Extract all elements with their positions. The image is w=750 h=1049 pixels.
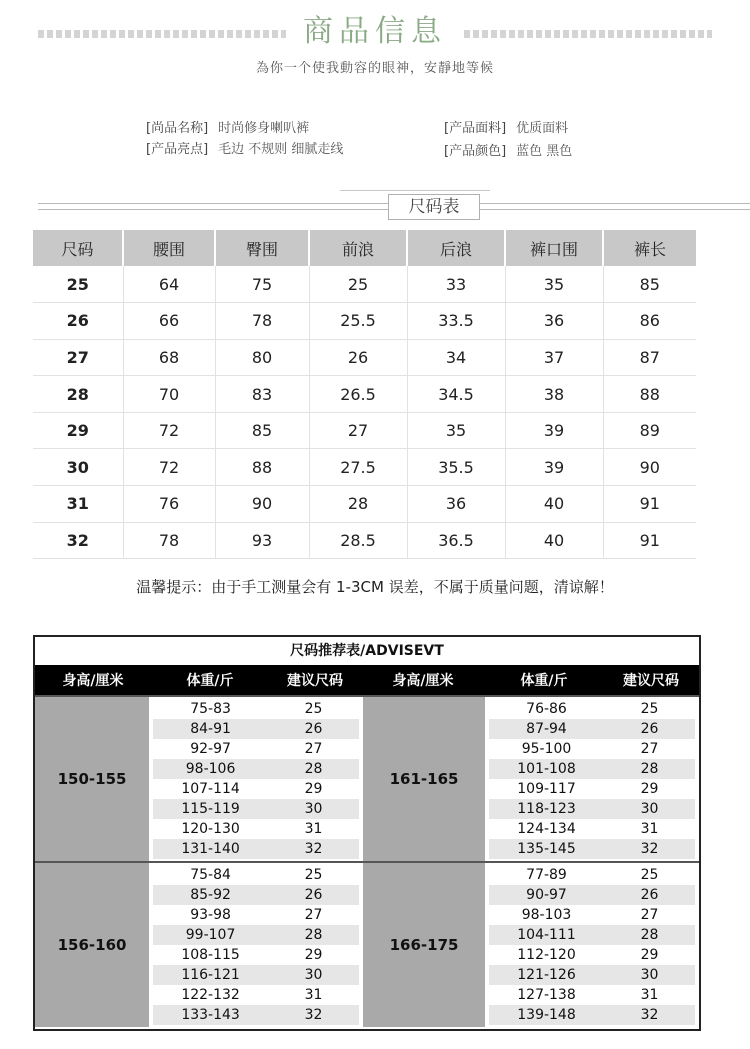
- size-cell: 35: [407, 412, 505, 449]
- size-cell: 64: [123, 266, 215, 303]
- list-item: [489, 885, 695, 905]
- size-table-title: 尺码表: [388, 194, 480, 220]
- size-table-header-row: [33, 230, 696, 266]
- list-item: [153, 759, 359, 779]
- weight-range: 124-134: [489, 819, 604, 839]
- size-cell: 39: [505, 449, 603, 486]
- list-item: [153, 965, 359, 985]
- product-color: [444, 140, 572, 159]
- list-item: [489, 779, 695, 799]
- page-title: 商品信息: [303, 14, 447, 49]
- size-header-cell: 腰围: [123, 230, 215, 266]
- suggested-size: 25: [268, 699, 359, 719]
- size-cell: 70: [123, 376, 215, 413]
- weight-range: 98-106: [153, 759, 268, 779]
- recommend-block: [35, 861, 699, 1027]
- suggested-size: 28: [268, 759, 359, 779]
- suggested-size: 26: [604, 885, 695, 905]
- weight-range: 90-97: [489, 885, 604, 905]
- suggested-size: 29: [268, 779, 359, 799]
- weight-size-list: [149, 863, 363, 1027]
- weight-range: 104-111: [489, 925, 604, 945]
- product-color-value: 蓝色 黑色: [516, 144, 573, 159]
- suggested-size: 31: [268, 819, 359, 839]
- recommend-title: 尺码推荐表/ADVISEVT: [290, 643, 444, 659]
- suggested-size: 31: [604, 819, 695, 839]
- size-cell: 93: [215, 522, 309, 559]
- height-range-cell: 156-160: [35, 863, 149, 1027]
- size-cell: 37: [505, 339, 603, 376]
- size-cell: 26.5: [309, 376, 407, 413]
- size-cell: 72: [123, 412, 215, 449]
- table-row: [33, 376, 696, 413]
- size-cell: 34.5: [407, 376, 505, 413]
- size-cell: 88: [603, 376, 696, 413]
- suggested-size: 31: [268, 985, 359, 1005]
- list-item: [153, 699, 359, 719]
- list-item: [153, 1005, 359, 1025]
- size-cell: 39: [505, 412, 603, 449]
- size-cell: 34: [407, 339, 505, 376]
- suggested-size: 27: [268, 905, 359, 925]
- weight-range: 127-138: [489, 985, 604, 1005]
- product-fabric-value: 优质面料: [516, 121, 569, 136]
- weight-range: 99-107: [153, 925, 268, 945]
- weight-size-list: [485, 863, 699, 1027]
- weight-range: 75-83: [153, 699, 268, 719]
- weight-range: 139-148: [489, 1005, 604, 1025]
- weight-size-list: [485, 697, 699, 861]
- list-item: [153, 865, 359, 885]
- suggested-size: 29: [604, 779, 695, 799]
- list-item: [153, 985, 359, 1005]
- weight-range: 122-132: [153, 985, 268, 1005]
- recommend-header-cell: 身高/厘米: [392, 673, 454, 689]
- size-header-cell: 裤长: [603, 230, 696, 266]
- product-feature-label: [产品亮点]: [146, 142, 209, 157]
- suggested-size: 28: [268, 925, 359, 945]
- size-cell: 80: [215, 339, 309, 376]
- list-item: [489, 819, 695, 839]
- weight-range: 116-121: [153, 965, 268, 985]
- size-title-topline: [340, 190, 490, 191]
- recommend-header-cell: 身高/厘米: [62, 673, 124, 689]
- suggested-size: 27: [268, 739, 359, 759]
- size-cell: 25.5: [309, 303, 407, 340]
- list-item: [489, 865, 695, 885]
- table-row: [33, 339, 696, 376]
- size-cell: 76: [123, 486, 215, 523]
- size-cell: 33.5: [407, 303, 505, 340]
- product-fabric-label: [产品面料]: [444, 121, 507, 136]
- table-row: [33, 303, 696, 340]
- size-cell: 26: [33, 303, 123, 340]
- list-item: [153, 719, 359, 739]
- list-item: [489, 739, 695, 759]
- suggested-size: 25: [604, 865, 695, 885]
- product-color-label: [产品颜色]: [444, 144, 507, 159]
- size-cell: 31: [33, 486, 123, 523]
- list-item: [153, 925, 359, 945]
- list-item: [489, 799, 695, 819]
- size-cell: 28: [309, 486, 407, 523]
- suggested-size: 27: [604, 905, 695, 925]
- product-fabric: [444, 117, 568, 136]
- size-cell: 40: [505, 486, 603, 523]
- weight-range: 133-143: [153, 1005, 268, 1025]
- size-cell: 75: [215, 266, 309, 303]
- suggested-size: 30: [604, 799, 695, 819]
- weight-size-list: [149, 697, 363, 861]
- list-item: [153, 905, 359, 925]
- table-row: [33, 486, 696, 523]
- suggested-size: 26: [604, 719, 695, 739]
- list-item: [489, 1005, 695, 1025]
- suggested-size: 30: [268, 799, 359, 819]
- measurement-tip: 温馨提示：由于手工测量会有 1-3CM 误差，不属于质量问题，清谅解！: [136, 578, 614, 596]
- weight-range: 107-114: [153, 779, 268, 799]
- weight-range: 93-98: [153, 905, 268, 925]
- recommend-header-cell: 建议尺码: [287, 673, 343, 689]
- header-slogan: 為你一个使我動容的眼神，安靜地等候: [255, 61, 494, 76]
- weight-range: 112-120: [489, 945, 604, 965]
- suggested-size: 32: [268, 1005, 359, 1025]
- recommend-header-cell: 体重/斤: [186, 673, 234, 689]
- list-item: [489, 699, 695, 719]
- size-cell: 29: [33, 412, 123, 449]
- list-item: [489, 945, 695, 965]
- size-cell: 28.5: [309, 522, 407, 559]
- suggested-size: 25: [604, 699, 695, 719]
- list-item: [153, 739, 359, 759]
- size-title-line-left: [38, 203, 388, 210]
- size-cell: 36: [505, 303, 603, 340]
- list-item: [489, 965, 695, 985]
- size-cell: 25: [309, 266, 407, 303]
- weight-range: 77-89: [489, 865, 604, 885]
- weight-range: 120-130: [153, 819, 268, 839]
- size-header-cell: 裤口围: [505, 230, 603, 266]
- suggested-size: 30: [604, 965, 695, 985]
- size-cell: 78: [123, 522, 215, 559]
- weight-range: 98-103: [489, 905, 604, 925]
- weight-range: 87-94: [489, 719, 604, 739]
- weight-range: 121-126: [489, 965, 604, 985]
- height-range-cell: 150-155: [35, 697, 149, 861]
- product-name-value: 时尚修身喇叭裤: [218, 121, 310, 136]
- weight-range: 131-140: [153, 839, 268, 859]
- suggested-size: 32: [604, 1005, 695, 1025]
- size-cell: 33: [407, 266, 505, 303]
- list-item: [153, 799, 359, 819]
- height-range-cell: 161-165: [363, 697, 485, 861]
- suggested-size: 27: [604, 739, 695, 759]
- suggested-size: 25: [268, 865, 359, 885]
- list-item: [153, 819, 359, 839]
- product-name-label: [尚品名称]: [146, 121, 209, 136]
- recommend-header-cell: 体重/斤: [520, 673, 568, 689]
- weight-range: 95-100: [489, 739, 604, 759]
- size-cell: 78: [215, 303, 309, 340]
- size-header-cell: 臀围: [215, 230, 309, 266]
- list-item: [489, 985, 695, 1005]
- height-range-cell: 166-175: [363, 863, 485, 1027]
- size-cell: 85: [215, 412, 309, 449]
- recommend-header-row: [35, 665, 699, 695]
- suggested-size: 28: [604, 925, 695, 945]
- table-row: [33, 266, 696, 303]
- size-cell: 36: [407, 486, 505, 523]
- size-cell: 91: [603, 486, 696, 523]
- suggested-size: 26: [268, 719, 359, 739]
- size-cell: 32: [33, 522, 123, 559]
- size-cell: 27: [309, 412, 407, 449]
- suggested-size: 29: [268, 945, 359, 965]
- weight-range: 101-108: [489, 759, 604, 779]
- size-cell: 83: [215, 376, 309, 413]
- recommend-header-cell: 建议尺码: [623, 673, 679, 689]
- weight-range: 109-117: [489, 779, 604, 799]
- size-header-cell: 前浪: [309, 230, 407, 266]
- size-cell: 88: [215, 449, 309, 486]
- weight-range: 115-119: [153, 799, 268, 819]
- weight-range: 108-115: [153, 945, 268, 965]
- suggested-size: 31: [604, 985, 695, 1005]
- size-title-line-right: [480, 203, 750, 210]
- size-header-cell: 后浪: [407, 230, 505, 266]
- size-cell: 26: [309, 339, 407, 376]
- size-recommend-table: [33, 635, 701, 1031]
- size-cell: 91: [603, 522, 696, 559]
- size-cell: 72: [123, 449, 215, 486]
- size-cell: 27.5: [309, 449, 407, 486]
- size-cell: 36.5: [407, 522, 505, 559]
- size-header-cell: 尺码: [33, 230, 123, 266]
- list-item: [489, 719, 695, 739]
- list-item: [489, 925, 695, 945]
- table-row: [33, 522, 696, 559]
- size-cell: 25: [33, 266, 123, 303]
- size-cell: 40: [505, 522, 603, 559]
- recommend-block: [35, 695, 699, 861]
- suggested-size: 26: [268, 885, 359, 905]
- size-cell: 90: [215, 486, 309, 523]
- suggested-size: 29: [604, 945, 695, 965]
- size-cell: 28: [33, 376, 123, 413]
- size-cell: 89: [603, 412, 696, 449]
- list-item: [489, 905, 695, 925]
- weight-range: 118-123: [489, 799, 604, 819]
- size-cell: 85: [603, 266, 696, 303]
- weight-range: 92-97: [153, 739, 268, 759]
- size-cell: 35.5: [407, 449, 505, 486]
- size-cell: 90: [603, 449, 696, 486]
- size-cell: 68: [123, 339, 215, 376]
- suggested-size: 32: [268, 839, 359, 859]
- weight-range: 84-91: [153, 719, 268, 739]
- list-item: [153, 945, 359, 965]
- table-row: [33, 449, 696, 486]
- size-cell: 66: [123, 303, 215, 340]
- list-item: [153, 839, 359, 859]
- size-cell: 30: [33, 449, 123, 486]
- size-cell: 38: [505, 376, 603, 413]
- weight-range: 85-92: [153, 885, 268, 905]
- size-table: [33, 230, 696, 559]
- size-cell: 86: [603, 303, 696, 340]
- product-feature: [146, 138, 343, 157]
- weight-range: 75-84: [153, 865, 268, 885]
- weight-range: 135-145: [489, 839, 604, 859]
- list-item: [153, 885, 359, 905]
- list-item: [153, 779, 359, 799]
- list-item: [489, 759, 695, 779]
- size-cell: 27: [33, 339, 123, 376]
- product-name: [146, 117, 309, 136]
- list-item: [489, 839, 695, 859]
- product-feature-value: 毛边 不规则 细腻走线: [218, 142, 344, 157]
- suggested-size: 32: [604, 839, 695, 859]
- table-row: [33, 412, 696, 449]
- size-cell: 87: [603, 339, 696, 376]
- suggested-size: 28: [604, 759, 695, 779]
- suggested-size: 30: [268, 965, 359, 985]
- weight-range: 76-86: [489, 699, 604, 719]
- size-cell: 35: [505, 266, 603, 303]
